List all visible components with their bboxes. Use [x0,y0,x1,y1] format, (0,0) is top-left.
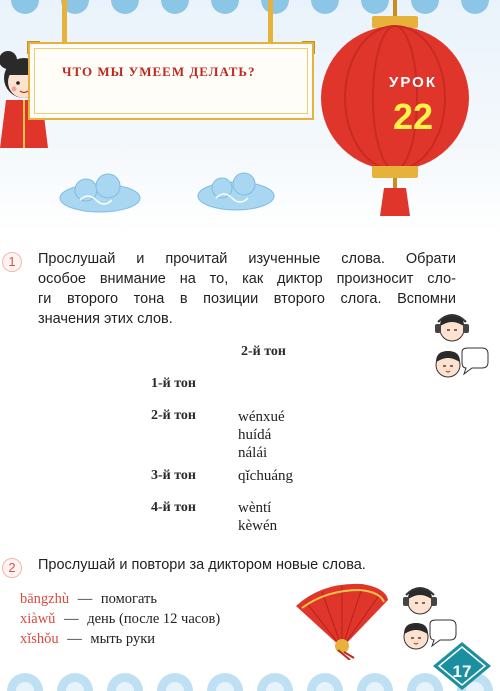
page-number: 17 [452,662,472,681]
vocab-word: xǐshǒu [20,631,59,647]
tone-label: 2-й тон [151,408,196,423]
pinyin-word: wèntí [238,500,272,516]
vocab-dash: — [64,611,79,627]
tone-label: 1-й тон [151,376,196,391]
vocab-item [20,591,157,608]
vocab-word: xiàwǔ [20,611,56,627]
listen-icon[interactable] [432,312,472,342]
pinyin-word: kèwén [238,518,278,534]
exercise-instruction-line: ги второго тона в позиции второго слога. Вспомни [38,291,456,307]
exercise-instruction-line: Прослушай и прочитай изученные слова. Обрати [38,251,456,267]
exercise-number: 2 [2,558,22,578]
pinyin-word: qǐchuáng [238,468,293,484]
vocab-item [20,611,220,628]
exercise-instruction-line: Прослушай и повтори за диктором новые слова. [38,557,366,573]
exercise-instruction-line: особое внимание на то, как диктор произносит сло- [38,271,456,287]
exercise-number: 1 [2,252,22,272]
pinyin-word: nálái [238,445,268,461]
listen-icon[interactable] [400,585,440,615]
exercise-instruction-line: значения этих слов. [38,311,173,327]
speak-icon[interactable] [432,346,490,380]
cloud-icon [0,170,320,230]
tone-label: 4-й тон [151,500,196,515]
table-column-header: 2-й тон [241,344,286,359]
vocab-item [20,631,155,648]
title-sign [28,42,314,120]
vocab-meaning: день (после 12 часов) [87,611,221,627]
lesson-number: 22 [392,96,434,137]
vocab-dash: — [67,631,82,647]
vocab-meaning: помогать [100,591,157,607]
pinyin-word: wénxué [238,409,285,425]
bottom-border-decoration [0,668,500,691]
vocab-meaning: мыть руки [90,631,156,647]
lesson-label: УРОК [389,74,437,91]
fan-icon [292,580,390,660]
vocab-dash: — [77,591,93,607]
vocab-word: bāngzhù [20,591,70,607]
tone-label: 3-й тон [151,468,196,483]
pinyin-word: huídá [238,427,272,443]
page-title: ЧТО МЫ УМЕЕМ ДЕЛАТЬ? [62,64,256,79]
